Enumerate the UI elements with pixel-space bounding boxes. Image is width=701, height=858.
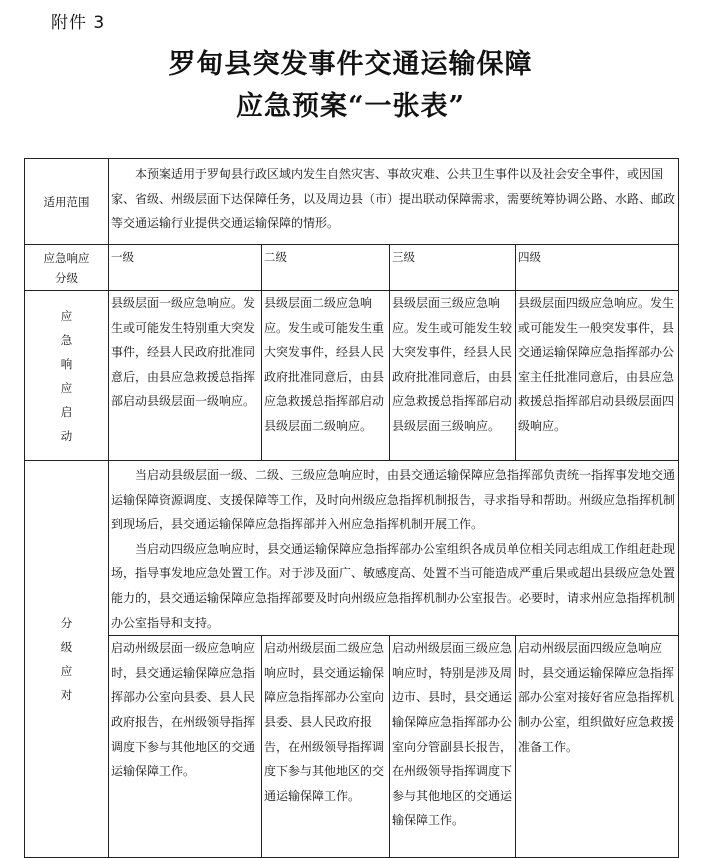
response-general-row: [25, 461, 679, 636]
launch-row: [25, 291, 679, 461]
launch-header: [25, 291, 109, 461]
document-title-line1: 罗甸县突发事件交通运输保障: [168, 49, 533, 80]
scope-text: 本预案适用于罗甸县行政区域内发生自然灾害、事故灾难、公共卫生事件以及社会安全事件，或因国家、省级、州级层面下达保障任务，以及周边县（市）提出联动保障需求，需要统筹协调公路、水路、邮政等交通运输行业提供交通运输保障的情形。: [111, 167, 676, 231]
document-title-line2: 应急预案“一张表”: [235, 91, 466, 122]
level-label-2: 二级: [262, 245, 390, 291]
launch-cell-level2: 县级层面二级应急响应。发生或可能发生重大突发事件，经县人民政府批准同意后，由县应急救援总指挥部启动县级层面二级响应。: [262, 291, 390, 461]
attachment-label: 附件 3: [51, 13, 106, 33]
response-general-cell: [109, 461, 679, 636]
response-cell-level1: 启动州级层面一级应急响应时，县交通运输保障应急指挥部办公室向县委、县人民政府报告，在州级领导指挥调度下参与其他地区的交通运输保障工作。: [109, 636, 262, 858]
levels-row: [25, 245, 679, 291]
response-paragraph-2: 当启动四级应急响应时，县交通运输保障应急指挥部办公室组织各成员单位相关同志组成工作组赶赴现场，指导事发地应急处置工作。对于涉及面广、敏感度高、处置不当可能造成严重后果或超出县级应急处置能力的，县交通运输保障应急指挥部要及时向州级应急指挥机制办公室报告。必要时，请求州应急指挥机制办公室指导和支持。: [111, 541, 676, 630]
launch-header-char: 应: [60, 380, 73, 395]
levels-header-line2: 分级: [55, 270, 78, 285]
scope-header: 适用范围: [25, 159, 109, 245]
scope-text-cell: [109, 159, 679, 245]
response-header-char: 分: [60, 616, 73, 631]
response-cell-level2: 启动州级层面二级应急响应时，县交通运输保障应急指挥部办公室向县委、县人民政府报告，在州级领导指挥调度下参与其他地区的交通运输保障工作。: [262, 636, 390, 858]
response-paragraph-1: 当启动县级层面一级、二级、三级应急响应时，由县交通运输保障应急指挥部负责统一指挥事发地交通运输保障资源调度、支援保障等工作，及时向州级应急指挥机制报告，寻求指导和帮助。州级应急指挥机制到现场后，县交通运输保障应急指挥部并入州应急指挥机制开展工作。: [111, 468, 676, 532]
launch-cell-level4: 县级层面四级应急响应。发生或可能发生一般突发事件，县交通运输保障应急指挥部办公室主任批准同意后，由县应急救援总指挥部启动县级层面四级响应。: [516, 291, 679, 461]
response-cell-level4: 启动州级层面四级应急响应时，县交通运输保障应急指挥部办公室对接好省应急指挥机制办公室，组织做好应急救援准备工作。: [516, 636, 679, 858]
levels-header-line1: 应急响应: [43, 250, 90, 265]
response-levels-row: [25, 636, 679, 858]
scope-row: [25, 159, 679, 245]
level-label-4: 四级: [516, 245, 679, 291]
launch-header-char: 急: [60, 332, 73, 347]
launch-header-char: 响: [60, 356, 73, 371]
levels-header: [25, 245, 109, 291]
launch-header-char: 启: [60, 404, 73, 419]
launch-header-char: 应: [60, 308, 73, 323]
response-header-char: 对: [60, 688, 73, 703]
launch-header-char: 动: [60, 428, 73, 443]
response-cell-level3: 启动州级层面三级应急响应时，特别是涉及周边市、县时，县交通运输保障应急指挥部办公室向分管副县长报告，在州级领导指挥调度下参与其他地区的交通运输保障工作。: [390, 636, 516, 858]
emergency-plan-table: [24, 158, 679, 858]
level-label-1: 一级: [109, 245, 262, 291]
response-header-char: 应: [60, 664, 73, 679]
launch-cell-level3: 县级层面三级应急响应。发生或可能发生较大突发事件，经县人民政府批准同意后，由县应急救援总指挥部启动县级层面三级响应。: [390, 291, 516, 461]
level-label-3: 三级: [390, 245, 516, 291]
response-header: [25, 461, 109, 858]
launch-cell-level1: 县级层面一级应急响应。发生或可能发生特别重大突发事件，经县人民政府批准同意后，由县应急救援总指挥部启动县级层面一级响应。: [109, 291, 262, 461]
response-header-char: 级: [60, 640, 73, 655]
